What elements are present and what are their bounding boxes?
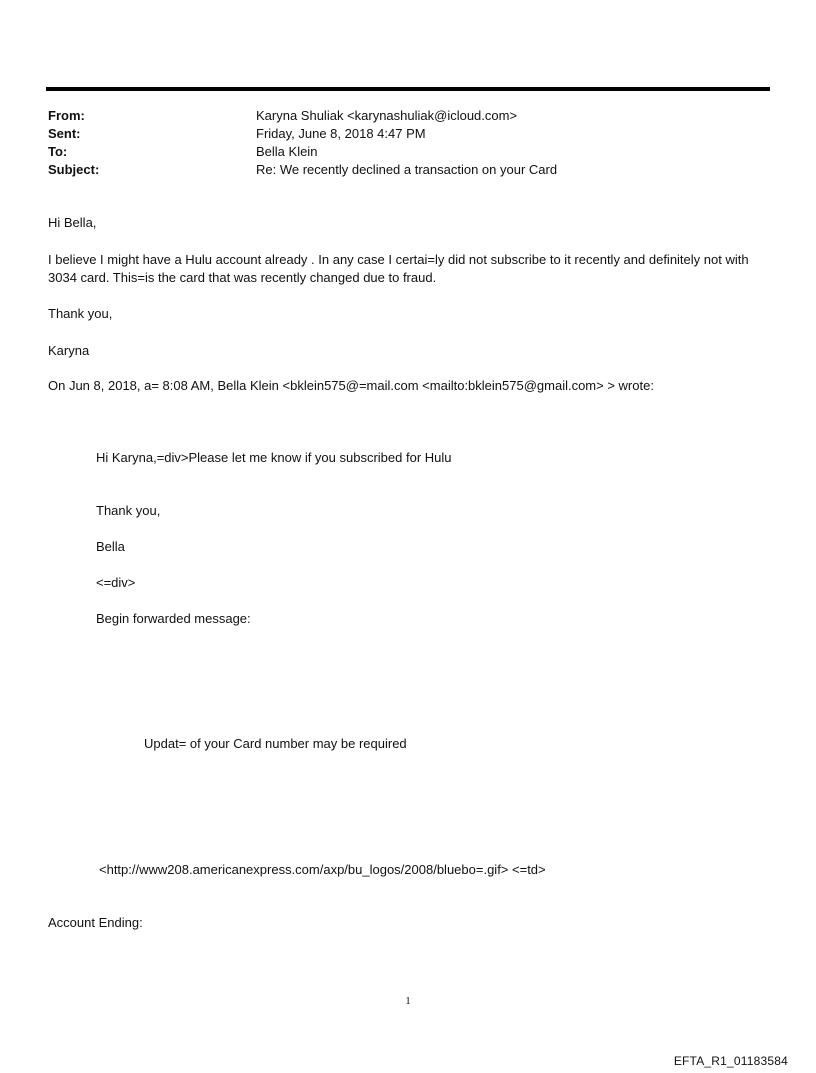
subject-value: Re: We recently declined a transaction on your Card — [256, 162, 558, 177]
from-label: From: — [48, 108, 85, 123]
account-ending-label: Account Ending: — [48, 915, 143, 930]
to-label: To: — [48, 144, 68, 159]
quoted-line-1: Hi Karyna,=div>Please let me know if you subscribed for Hulu — [96, 450, 452, 465]
from-value: Karyna Shuliak <karynashuliak@icloud.com> — [256, 108, 518, 123]
sent-row — [48, 125, 768, 143]
card-update-notice: Updat= of your Card number may be required — [144, 736, 407, 751]
bates-number: EFTA_R1_01183584 — [673, 1054, 788, 1068]
subject-label: Subject: — [48, 162, 100, 177]
subject-row — [48, 161, 768, 179]
closing-thanks: Thank you, — [48, 306, 113, 321]
to-value: Bella Klein — [256, 144, 318, 159]
logo-link-text: <http://www208.americanexpress.com/axp/bu_logos/2008/bluebo=.gif> <=td> — [99, 862, 546, 877]
quote-intro: On Jun 8, 2018, a= 8:08 AM, Bella Klein <bklein575@=mail.com <mailto:bklein575@gmail.com> > wrote: — [48, 378, 654, 393]
sent-value: Friday, June 8, 2018 4:47 PM — [256, 126, 426, 141]
from-row — [48, 107, 768, 125]
sender-signature: Karyna — [48, 343, 90, 358]
email-header — [48, 107, 768, 179]
forwarded-message-label: Begin forwarded message: — [96, 611, 251, 626]
page-number: 1 — [405, 995, 411, 1007]
greeting: Hi Bella, — [48, 215, 97, 230]
quoted-signature: Bella — [96, 539, 125, 554]
to-row — [48, 143, 768, 161]
body-paragraph: I believe I might have a Hulu account already . In any case I certai=ly did not subscribe to it recently and definitely not with 3034 card. This=is the card that was recently changed due to fraud. — [48, 252, 749, 285]
quoted-div-tag: <=div> — [96, 575, 136, 590]
sent-label: Sent: — [48, 126, 81, 141]
quoted-thanks: Thank you, — [96, 503, 161, 518]
header-divider — [46, 87, 770, 91]
